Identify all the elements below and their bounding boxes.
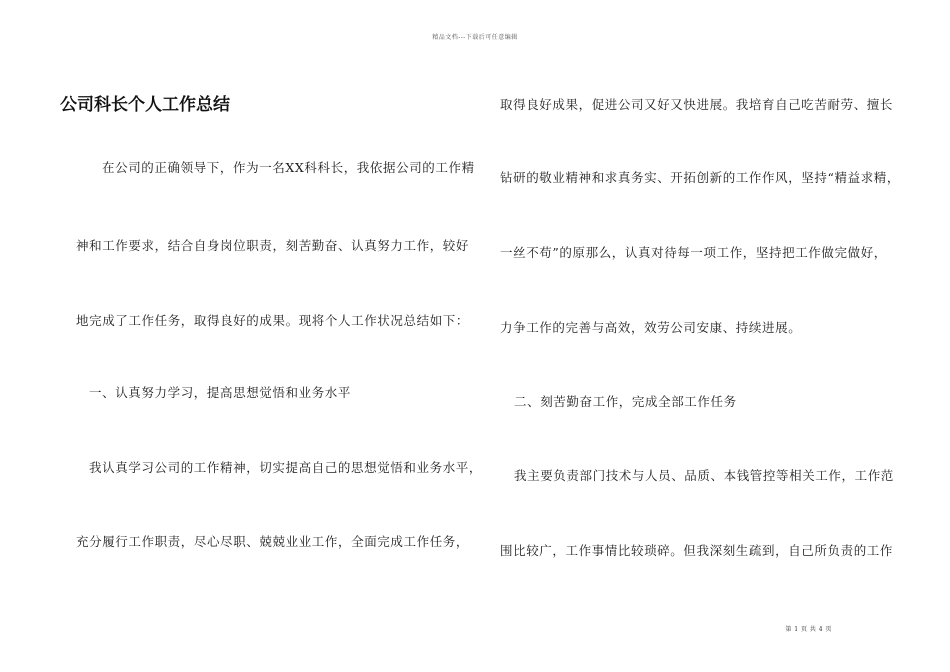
right-paragraph-line: 我主要负责部门技术与人员、品质、本钱管控等相关工作，工作范 — [514, 468, 894, 483]
left-paragraph-line: 在公司的正确领导下，作为一名XX科科长，我依据公司的工作精 — [102, 160, 475, 175]
right-paragraph-line: 一丝不苟”的原那么，认真对待每一项工作，坚持把工作做完做好， — [500, 245, 887, 260]
header-note: 精品文档---下载后可任意编辑 — [432, 34, 518, 41]
left-paragraph-line: 神和工作要求，结合自身岗位职责，刻苦勤奋、认真努力工作，较好 — [76, 238, 470, 253]
document-title: 公司科长个人工作总结 — [60, 95, 230, 115]
right-paragraph-line: 围比较广，工作事情比较琐碎。但我深刻生疏到，自己所负责的工作 — [500, 543, 894, 558]
section-heading: 一、认真努力学习，提高思想觉悟和业务水平 — [89, 385, 352, 400]
left-paragraph-line: 地完成了工作任务，取得良好的成果。现将个人工作状况总结如下： — [76, 313, 470, 328]
section-heading: 二、刻苦勤奋工作，完成全部工作任务 — [514, 394, 737, 409]
left-paragraph-line: 我认真学习公司的工作精神，切实提高自己的思想觉悟和业务水平， — [89, 460, 483, 475]
right-paragraph-line: 钻研的敬业精神和求真务实、开拓创新的工作作风，坚持“精益求精， — [500, 170, 900, 185]
right-paragraph-line: 取得良好成果，促进公司又好又快进展。我培育自己吃苦耐劳、擅长 — [500, 97, 894, 112]
right-paragraph-line: 力争工作的完善与高效，效劳公司安康、持续进展。 — [500, 320, 802, 335]
left-paragraph-line: 充分履行工作职责，尽心尽职、兢兢业业工作，全面完成工作任务， — [76, 534, 470, 549]
page-number: 第 1 页 共 4 页 — [785, 626, 832, 633]
